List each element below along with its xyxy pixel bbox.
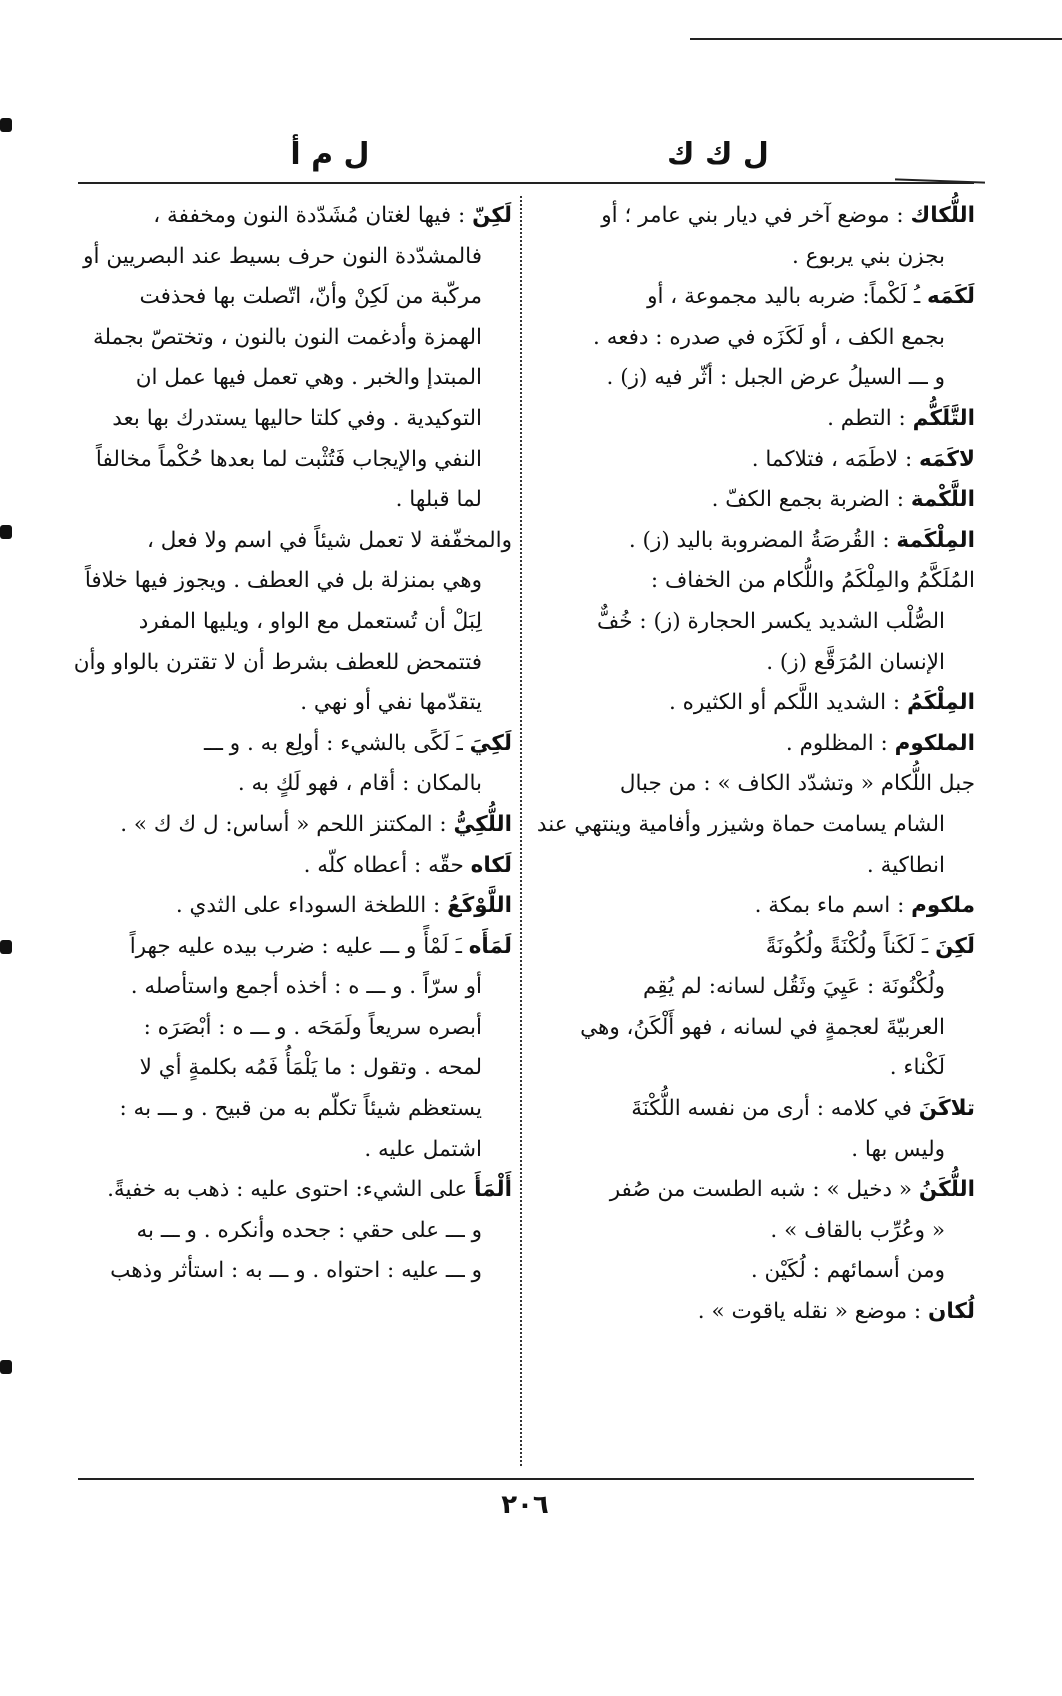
entry-line: ملكوم : اسم ماء بمكة .: [754, 893, 975, 919]
headword: لَمَأَه: [468, 933, 512, 959]
headword: لُكان: [928, 1299, 975, 1325]
headword: لاكَمَه: [919, 446, 975, 472]
entry-line: فتتمحض للعطف بشرط أن لا تقترن بالواو وأن: [73, 649, 482, 675]
entry-line: جبل اللُّكام « وتشدّد الكاف » : من جبال: [619, 771, 975, 797]
dictionary-entry: [535, 1292, 975, 1333]
header-rule: [78, 182, 974, 184]
headword: المِلْكَمة: [896, 527, 975, 553]
headword: لَكِنّ: [472, 203, 512, 228]
entry-line: الإنسان المُرَقَّع (ز) .: [766, 649, 945, 675]
left-column: [73, 196, 512, 1292]
entry-line: والمخفّفة لا تعمل شيئاً في اسم ولا فعل ،: [146, 527, 512, 553]
entry-line: التَّلَكُّم : التطم .: [827, 405, 975, 431]
entry-line: وليس بها .: [851, 1136, 945, 1162]
entry-line: لَكِنَ ـَ لَكَناً ولُكْنَةً ولُكُونَةً: [765, 933, 975, 959]
entry-line: لُكان : موضع « نقله ياقوت » .: [697, 1299, 975, 1325]
entry-line: الهمزة وأدغمت النون بالنون ، وتختصّ بجملة: [92, 324, 482, 350]
headword: اللُّكَنُ: [918, 1177, 975, 1203]
entry-line: المُلَكَّمُ والمِلْكَمُ واللُّكام من الخفاف :: [650, 568, 975, 594]
margin-blot: [0, 118, 12, 132]
entry-line: اللُّكِيُّ : المكتنز اللحم « أساس: ل ك ك » .: [120, 811, 512, 837]
entry-line: لَكَمَه ـُ لَكْماً: ضربه باليد مجموعة ، أو: [647, 284, 975, 310]
entry-line: التوكيدية . وفي كلتا حاليها يستدرك بها بعد: [112, 405, 482, 431]
dictionary-entry: [86, 846, 512, 887]
dictionary-entry: [73, 521, 512, 724]
margin-blot: [0, 940, 12, 954]
entry-line: اللُّكَنُ « دخيل » : شبه الطست من صُفر: [609, 1177, 975, 1203]
entry-line: أو سرّاً . و ـــ ه : أخذه أجمع واستأصله .: [130, 974, 482, 1000]
entry-line: المِلْكَمة : القُرصَةُ المضروبة باليد (ز) .: [628, 527, 975, 553]
headword: أَلْمَأَ: [474, 1177, 512, 1203]
dictionary-entry: [86, 724, 512, 805]
entry-line: لَكِنّ : فيها لغتان مُشَدّدة النون ومخففة ،: [153, 203, 512, 228]
entry-line: لاكَمَه : لاطَمَه ، فتلاكما .: [751, 446, 975, 472]
entry-line: لَمَأَه ـَ لَمْأً و ـــ عليه : ضرب بيده عليه جهراً: [129, 933, 512, 959]
dictionary-entry: [535, 927, 975, 1089]
entry-line: ومن أسمائهم : لُكَيْن .: [750, 1258, 945, 1284]
entry-line: الشام يسامت حماة وشيزر وأفامية وينتهي عند: [536, 811, 945, 837]
entry-line: بجمع الكف ، أو لَكَزَه في صدره : دفعه .: [593, 324, 945, 350]
headword: لَكِنَ: [935, 933, 975, 959]
entry-line: يتقدّمها نفي أو نهي .: [300, 690, 482, 716]
dictionary-entry: [86, 805, 512, 846]
dictionary-entry: [535, 886, 975, 927]
running-header-right: ل ك ك: [667, 137, 769, 172]
entry-line: ولُكْنُونَة : عَيِيَ وثَقُل لسانه: لم يُقِم: [643, 974, 945, 1000]
right-column: [535, 196, 975, 1333]
headword: اللُّكِيُّ: [453, 811, 512, 837]
headword: المِلْكَمُ: [907, 690, 975, 716]
dictionary-entry: [535, 277, 975, 399]
headword: لَكاه: [470, 852, 512, 878]
entry-line: اللُّكاك : موضع آخر في ديار بني عامر ؛ أو: [601, 203, 975, 228]
dictionary-entry: [535, 521, 975, 562]
dictionary-entry: [83, 196, 512, 521]
entry-line: و ـــ على حقي : جحده وأنكره . و ـــ به: [136, 1217, 482, 1243]
entry-line: انطاكية .: [866, 852, 945, 878]
dictionary-entry: [535, 724, 975, 765]
entry-line: المِلْكَمُ : الشديد اللَّكم أو الكثيره .: [668, 690, 975, 716]
entry-line: أَلْمَأَ على الشيء: احتوى عليه : ذهب به خفيةً.: [107, 1177, 512, 1203]
entry-line: المبتدإ والخبر . وهي تعمل فيها عمل ان: [135, 365, 482, 391]
top-edge-rule: [690, 38, 1062, 40]
entry-line: « وعُرِّب بالقاف » .: [770, 1217, 945, 1243]
entry-line: لما قبلها .: [395, 487, 482, 513]
entry-line: اشتمل عليه .: [364, 1136, 482, 1162]
entry-line: فالمشدّدة النون حرف بسيط عند البصريين أو: [83, 243, 482, 269]
dictionary-entry: [535, 399, 975, 440]
dictionary-entry: [535, 561, 975, 683]
entry-line: لَكاه حقّه : أعطاه كلّه .: [303, 852, 512, 878]
headword: تلاكَنَ: [918, 1096, 975, 1122]
entry-line: وهي بمنزلة بل في العطف . ويجوز فيها خلافاً: [84, 568, 482, 594]
headword: اللَّكْمة: [910, 487, 975, 513]
entry-line: لِبَلْ أن تُستعمل مع الواو ، ويليها المفرد: [138, 608, 482, 634]
dictionary-entry: [535, 1089, 975, 1170]
entry-line: اللَّكْمة : الضربة بجمع الكفّ .: [711, 487, 975, 513]
dictionary-entry: [535, 764, 975, 886]
headword: التَّلَكُّم: [912, 405, 975, 431]
headword: لَكِيَ: [469, 730, 512, 756]
entry-line: يستعظم شيئاً تكلّم به من قبيح . و ـــ به :: [119, 1096, 482, 1122]
headword: الملكوم: [894, 730, 975, 756]
entry-line: و ـــ عليه : احتواه . و ـــ به : استأثر وذهب: [110, 1258, 482, 1284]
dictionary-entry: [535, 196, 975, 277]
dictionary-entry: [86, 886, 512, 927]
entry-line: النفي والإيجاب فَتُثْبت لما بعدها حُكْماً مخالفاً: [95, 446, 482, 472]
headword: ملكوم: [911, 893, 975, 919]
dictionary-entry: [535, 683, 975, 724]
entry-line: لمحه . وتقول : ما يَلْمَأُ فَمُه بكلمةٍ أي لا: [139, 1055, 482, 1081]
entry-line: الملكوم : المظلوم .: [785, 730, 975, 756]
margin-blot: [0, 1360, 12, 1374]
entry-line: العربيّةَ لعجمةٍ في لسانه ، فهو أَلْكَنُ، وهي: [580, 1014, 945, 1040]
column-separator: [520, 196, 522, 1466]
entry-line: أبصره سريعاً ولَمَحَه . و ـــ ه : أبْصَرَه :: [143, 1014, 482, 1040]
page-number: ٢٠٦: [501, 1490, 549, 1520]
entry-line: بالمكان : أقام ، فهو لَكٍ به .: [237, 771, 482, 797]
margin-blot: [0, 525, 12, 539]
entry-line: مركّبة من لَكِنْ وأنّ، اتّصلت بها فحذفت: [139, 284, 482, 310]
headword: اللُّكاك: [910, 203, 975, 228]
running-header-left: ل م أ: [290, 137, 370, 172]
dictionary-entry: [535, 1170, 975, 1292]
entry-line: بجزن بني يربوع .: [791, 243, 945, 269]
dictionary-entry: [535, 480, 975, 521]
entry-line: لَكِيَ ـَ لَكًى بالشيء : أولِع به . و ـــ: [204, 730, 512, 756]
dictionary-entry: [86, 1170, 512, 1292]
entry-line: الصُّلْب الشديد يكسر الحجارة (ز) : خُفٌّ: [597, 608, 945, 634]
headword: اللَّوْكَعُ: [447, 893, 512, 919]
entry-line: و ـــ السيلُ عرض الجبل : أثّر فيه (ز) .: [606, 365, 945, 391]
entry-line: اللَّوْكَعُ : اللطخة السوداء على الثدي .: [175, 893, 512, 919]
dictionary-entry: [535, 440, 975, 481]
footer-rule: [78, 1478, 974, 1480]
entry-line: تلاكَنَ في كلامه : أرى من نفسه اللُّكْنَةَ: [631, 1096, 975, 1122]
headword: لَكَمَه: [926, 284, 975, 310]
entry-line: لَكْناء .: [889, 1055, 945, 1081]
dictionary-entry: [86, 927, 512, 1171]
